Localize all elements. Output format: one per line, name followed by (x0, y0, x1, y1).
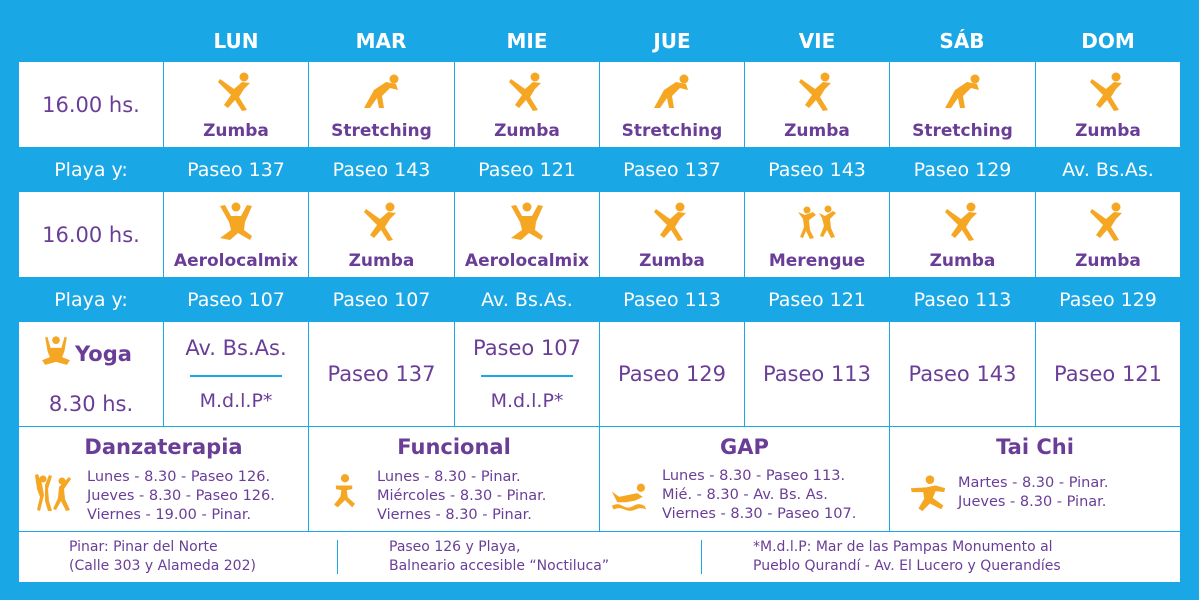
row1-vie-cell (745, 62, 889, 147)
schedule-line: Lunes - 8.30 - Paseo 126. (87, 469, 271, 485)
row1-mar-activity: Stretching (331, 121, 432, 141)
yoga-vie-cell (745, 322, 889, 426)
loc2-sab: Paseo 113 (913, 289, 1012, 311)
yoga-mie-mdlp: M.d.l.P* (490, 390, 564, 412)
row1-vie-activity: Zumba (784, 121, 850, 141)
yoga-lun-cell (164, 322, 308, 426)
divider (481, 375, 573, 377)
yoga-pose-icon (39, 334, 73, 368)
row2-lun-activity: Aerolocalmix (173, 251, 299, 271)
tai-chi-icon (906, 473, 950, 515)
yoga-mie-cell (455, 322, 599, 426)
row2-mie-activity: Aerolocalmix (464, 251, 590, 271)
loc2-jue: Paseo 113 (623, 289, 721, 311)
loc2-lun: Paseo 107 (187, 289, 285, 311)
row2-vie-cell (745, 192, 889, 277)
yoga-label-cell (19, 322, 163, 426)
zumba-dancer-icon (1086, 70, 1130, 114)
row1-sab-cell (890, 62, 1035, 147)
footer-note-mdlp (753, 538, 1061, 576)
schedule-line: Viernes - 8.30 - Pinar. (377, 507, 532, 523)
row1-time-cell (19, 62, 163, 147)
program-title: GAP (720, 435, 769, 459)
yoga-time: 8.30 hs. (48, 392, 134, 416)
loc1-mar: Paseo 143 (332, 159, 431, 181)
schedule-line: Miércoles - 8.30 - Pinar. (377, 488, 547, 504)
schedule-line: Jueves - 8.30 - Paseo 126. (87, 488, 275, 504)
footer-note-paseo-126 (389, 538, 609, 576)
row1-time: 16.00 hs. (42, 92, 140, 117)
footer-line: Balneario accesible “Noctiluca” (389, 558, 610, 574)
loc1-mie: Paseo 121 (478, 159, 576, 181)
schedule-line: Mié. - 8.30 - Av. Bs. As. (662, 487, 828, 503)
row2-time-cell (19, 192, 163, 277)
day-header-dom: DOM (1081, 29, 1135, 53)
row2-dom-activity: Zumba (1075, 251, 1141, 271)
loc2-label: Playa y: (54, 289, 128, 311)
day-header-vie: VIE (798, 29, 836, 53)
aerolocalmix-jump-icon (505, 200, 549, 244)
program-schedule (662, 467, 856, 524)
row1-mie-activity: Zumba (494, 121, 560, 141)
program-schedule (377, 468, 546, 525)
zumba-dancer-icon (505, 70, 549, 114)
danzaterapia-dancers-icon (31, 471, 75, 515)
footer-line: Pueblo Qurandí - Av. El Lucero y Querandíes (753, 558, 1061, 574)
loc1-jue: Paseo 137 (623, 159, 721, 181)
yoga-lun-place: Av. Bs.As. (185, 336, 287, 360)
footer-line: (Calle 303 y Alameda 202) (69, 558, 256, 574)
row2-time: 16.00 hs. (42, 222, 140, 247)
row2-mar-cell (309, 192, 454, 277)
loc1-sab: Paseo 129 (913, 159, 1012, 181)
program-schedule (87, 468, 275, 525)
row1-lun-activity: Zumba (203, 121, 269, 141)
loc2-vie: Paseo 121 (768, 289, 866, 311)
day-header-lun: LUN (213, 29, 259, 53)
row2-dom-cell (1036, 192, 1180, 277)
row1-dom-cell (1036, 62, 1180, 147)
footer-divider (701, 540, 702, 574)
loc1-dom: Av. Bs.As. (1062, 159, 1154, 181)
row1-sab-activity: Stretching (912, 121, 1013, 141)
program-tai-chi (890, 427, 1180, 531)
stretching-icon (360, 70, 404, 114)
row2-lun-cell (164, 192, 308, 277)
program-gap (600, 427, 889, 531)
yoga-mar-cell (309, 322, 454, 426)
stretching-icon (650, 70, 694, 114)
program-danzaterapia (19, 427, 308, 531)
row1-dom-activity: Zumba (1075, 121, 1141, 141)
yoga-sab-place: Paseo 143 (908, 362, 1017, 386)
yoga-lun-mdlp: M.d.l.P* (199, 390, 273, 412)
day-header-jue: JUE (653, 29, 691, 53)
yoga-mar-place: Paseo 137 (327, 362, 436, 386)
schedule-line: Viernes - 8.30 - Paseo 107. (662, 506, 857, 522)
merengue-couple-icon (795, 200, 839, 244)
yoga-dom-place: Paseo 121 (1053, 362, 1163, 386)
aerolocalmix-jump-icon (214, 200, 258, 244)
loc1-label: Playa y: (54, 159, 128, 181)
schedule-line: Lunes - 8.30 - Paseo 113. (662, 468, 846, 484)
zumba-dancer-icon (941, 200, 985, 244)
program-title: Funcional (397, 435, 511, 459)
footer-line: *M.d.l.P: Mar de las Pampas Monumento al (753, 539, 1053, 555)
yoga-mie-place: Paseo 107 (472, 336, 582, 360)
funcional-exercise-icon (325, 471, 365, 511)
stretching-icon (941, 70, 985, 114)
schedule-line: Jueves - 8.30 - Pinar. (958, 494, 1107, 510)
footer-line: Pinar: Pinar del Norte (69, 539, 218, 555)
program-funcional (309, 427, 599, 531)
row2-sab-activity: Zumba (929, 251, 996, 271)
zumba-dancer-icon (1086, 200, 1130, 244)
day-header-mar: MAR (355, 29, 407, 53)
footer-line: Paseo 126 y Playa, (389, 539, 521, 555)
program-title: Tai Chi (996, 435, 1074, 459)
yoga-title: Yoga (75, 342, 132, 366)
schedule-line: Viernes - 19.00 - Pinar. (87, 507, 252, 523)
row2-mie-cell (455, 192, 599, 277)
divider (190, 375, 282, 377)
loc2-dom: Paseo 129 (1059, 289, 1157, 311)
yoga-jue-cell (600, 322, 744, 426)
yoga-sab-cell (890, 322, 1035, 426)
row1-lun-cell (164, 62, 308, 147)
row2-vie-activity: Merengue (768, 251, 866, 271)
footer-divider (337, 540, 338, 574)
loc2-mar: Paseo 107 (332, 289, 431, 311)
row1-mie-cell (455, 62, 599, 147)
zumba-dancer-icon (650, 200, 694, 244)
row2-jue-cell (600, 192, 744, 277)
zumba-dancer-icon (360, 200, 404, 244)
day-header-mie: MIE (506, 29, 548, 53)
row1-mar-cell (309, 62, 454, 147)
footer-notes (19, 532, 1180, 582)
program-schedule (958, 474, 1108, 512)
program-title: Danzaterapia (84, 435, 243, 459)
yoga-vie-place: Paseo 113 (762, 362, 872, 386)
day-header-sab: SÁB (939, 29, 985, 53)
row1-jue-activity: Stretching (621, 121, 723, 141)
zumba-dancer-icon (795, 70, 839, 114)
row2-jue-activity: Zumba (639, 251, 705, 271)
schedule-line: Martes - 8.30 - Pinar. (958, 475, 1109, 491)
row2-mar-activity: Zumba (348, 251, 415, 271)
row1-jue-cell (600, 62, 744, 147)
footer-note-pinar (69, 538, 256, 576)
loc2-mie: Av. Bs.As. (481, 289, 573, 311)
loc1-lun: Paseo 137 (187, 159, 285, 181)
row2-sab-cell (890, 192, 1035, 277)
yoga-jue-place: Paseo 129 (617, 362, 727, 386)
yoga-dom-cell (1036, 322, 1180, 426)
loc1-vie: Paseo 143 (768, 159, 866, 181)
gap-swimmer-icon (606, 475, 654, 515)
zumba-dancer-icon (214, 70, 258, 114)
schedule-line: Lunes - 8.30 - Pinar. (377, 469, 521, 485)
